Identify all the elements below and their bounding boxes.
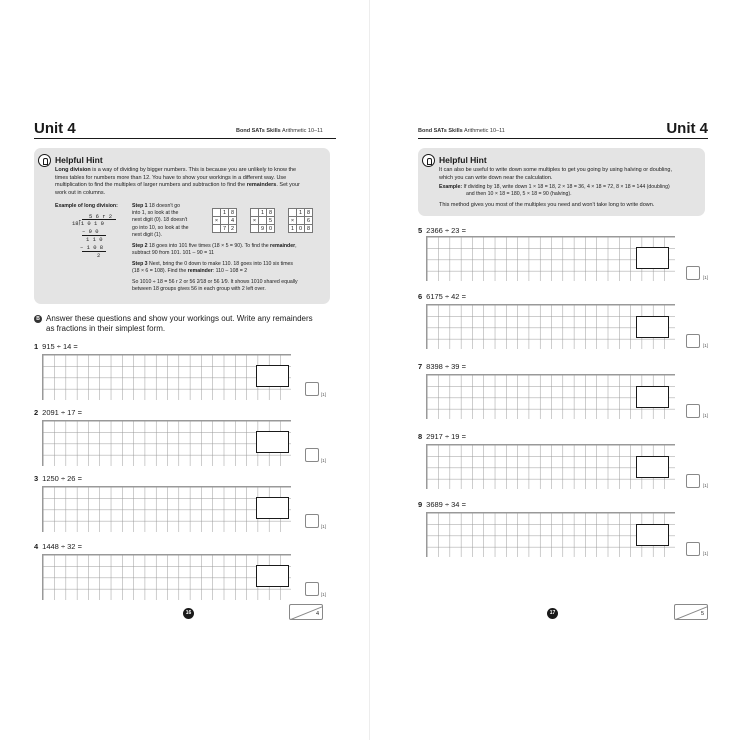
mark-box[interactable] bbox=[305, 582, 319, 596]
multiplication-grid: 1 8 × 5 9 0 bbox=[250, 208, 275, 233]
mark-box[interactable] bbox=[686, 542, 700, 556]
mark-label: [1] bbox=[703, 275, 709, 280]
answer-box[interactable] bbox=[636, 247, 669, 269]
question-1: 1 915 ÷ 14 = bbox=[34, 342, 78, 351]
ld-row: – 1 0 8 bbox=[80, 244, 104, 251]
question-6: 6 6175 ÷ 42 = bbox=[418, 292, 466, 301]
working-grid[interactable] bbox=[42, 354, 291, 400]
working-grid[interactable] bbox=[42, 420, 291, 466]
mark-box[interactable] bbox=[686, 334, 700, 348]
helpful-hint-box bbox=[418, 148, 705, 216]
ld-bar bbox=[82, 251, 106, 252]
helpful-hint-box bbox=[34, 148, 330, 304]
mark-box[interactable] bbox=[686, 404, 700, 418]
multiplication-grid: 1 8 × 6 1 0 8 bbox=[288, 208, 313, 233]
ld-row: 2 bbox=[97, 252, 101, 259]
working-grid[interactable] bbox=[42, 486, 291, 532]
working-grid[interactable] bbox=[42, 554, 291, 600]
conclusion: So 1010 ÷ 18 = 56 r 2 or 56 2⁄18 or 56 1⁄9. It shows 1010 shared equally between 18 groups gives 56 in each group with 2 left over. bbox=[132, 279, 298, 293]
header-rule bbox=[34, 138, 336, 139]
answer-box[interactable] bbox=[256, 365, 289, 387]
page-number: 16 bbox=[183, 608, 194, 619]
hint-title: Helpful Hint bbox=[55, 155, 103, 165]
hint-title: Helpful Hint bbox=[439, 155, 487, 165]
step-2: Step 2 18 goes into 101 five times (18 × 5 = 90). To find the remainder, subtract 90 from 101. 101 – 90 = 11 bbox=[132, 243, 297, 257]
step-1: Step 1 18 doesn't go into 1, so look at the next digit (0). 18 doesn't go into 10, so look at the next digit (1). bbox=[132, 203, 189, 238]
hint-example: Example: If dividing by 18, write down 1 × 18 = 18, 2 × 18 = 36, 4 × 18 = 72, 8 × 18 = 144 (doubling) bbox=[439, 184, 670, 190]
answer-box[interactable] bbox=[636, 524, 669, 546]
running-head: Bond SATs Skills Arithmetic 10–11 bbox=[418, 128, 505, 134]
section-badge: B bbox=[34, 315, 42, 323]
mark-box[interactable] bbox=[305, 382, 319, 396]
mark-label: [1] bbox=[321, 392, 327, 397]
hint-text-line: times tables for numbers more than 12. You have to show your workings in a different way. Use bbox=[55, 174, 287, 181]
question-8: 8 2917 ÷ 19 = bbox=[418, 432, 466, 441]
right-page bbox=[370, 0, 740, 740]
answer-box[interactable] bbox=[636, 456, 669, 478]
answer-box[interactable] bbox=[256, 431, 289, 453]
question-7: 7 8398 ÷ 39 = bbox=[418, 362, 466, 371]
question-9: 9 3689 ÷ 34 = bbox=[418, 500, 466, 509]
answer-box[interactable] bbox=[256, 497, 289, 519]
mark-label: [1] bbox=[703, 483, 709, 488]
mark-label: [1] bbox=[703, 343, 709, 348]
running-head: Bond SATs Skills Arithmetic 10–11 bbox=[236, 128, 323, 134]
ld-row: 1 1 0 bbox=[86, 236, 103, 243]
ld-row: – 9 0 bbox=[82, 228, 99, 235]
mark-label: [1] bbox=[321, 458, 327, 463]
page-number: 17 bbox=[547, 608, 558, 619]
ld-quotient: 5 6 r 2 bbox=[89, 213, 113, 220]
mark-label: [1] bbox=[321, 524, 327, 529]
question-2: 2 2091 ÷ 17 = bbox=[34, 408, 82, 417]
question-5: 5 2366 ÷ 23 = bbox=[418, 226, 466, 235]
mark-label: [1] bbox=[703, 551, 709, 556]
step-3: Step 3 Next, bring the 0 down to make 110. 18 goes into 110 six times (18 × 6 = 108). Find the remainder: 110 – 108 = 2 bbox=[132, 261, 294, 275]
unit-title: Unit 4 bbox=[34, 120, 76, 137]
hint-example: and then 10 × 18 = 180, 5 × 18 = 90 (halving). bbox=[466, 191, 572, 198]
mark-box[interactable] bbox=[305, 514, 319, 528]
answer-box[interactable] bbox=[256, 565, 289, 587]
answer-box[interactable] bbox=[636, 316, 669, 338]
question-3: 3 1250 ÷ 26 = bbox=[34, 474, 82, 483]
lightbulb-icon bbox=[422, 154, 435, 167]
hint-text-line: It can also be useful to write down some multiples to get you going by using halving or doubling, bbox=[439, 167, 672, 173]
hint-text-line: which you can write down near the calculation. bbox=[439, 174, 553, 181]
question-4: 4 1448 ÷ 32 = bbox=[34, 542, 82, 551]
ld-dividend: 18⟌1 0 1 0 bbox=[72, 220, 104, 227]
example-label: Example of long division: bbox=[55, 203, 118, 209]
section-instructions: B Answer these questions and show your workings out. Write any remainders as fractions in their simplest form. bbox=[34, 314, 324, 334]
mark-label: [1] bbox=[321, 592, 327, 597]
answer-box[interactable] bbox=[636, 386, 669, 408]
header-rule bbox=[418, 138, 708, 139]
score-box[interactable]: 4 bbox=[289, 604, 323, 620]
mark-box[interactable] bbox=[686, 474, 700, 488]
mark-box[interactable] bbox=[305, 448, 319, 462]
multiplication-grid: 1 8 × 4 7 2 bbox=[212, 208, 237, 233]
hint-text-line: work out in columns. bbox=[55, 189, 106, 196]
hint-text-line: Long division is a way of dividing by bigger numbers. This is because you are unlikely to know the bbox=[55, 167, 297, 173]
mark-label: [1] bbox=[703, 413, 709, 418]
score-box[interactable]: 5 bbox=[674, 604, 708, 620]
lightbulb-icon bbox=[38, 154, 51, 167]
unit-title: Unit 4 bbox=[666, 120, 708, 137]
hint-closing: This method gives you most of the multiples you need and won't take long to write down. bbox=[439, 202, 655, 208]
hint-text-line: multiplication to find the multiples of larger numbers and subtraction to find the remainders. Set your bbox=[55, 182, 300, 189]
mark-box[interactable] bbox=[686, 266, 700, 280]
